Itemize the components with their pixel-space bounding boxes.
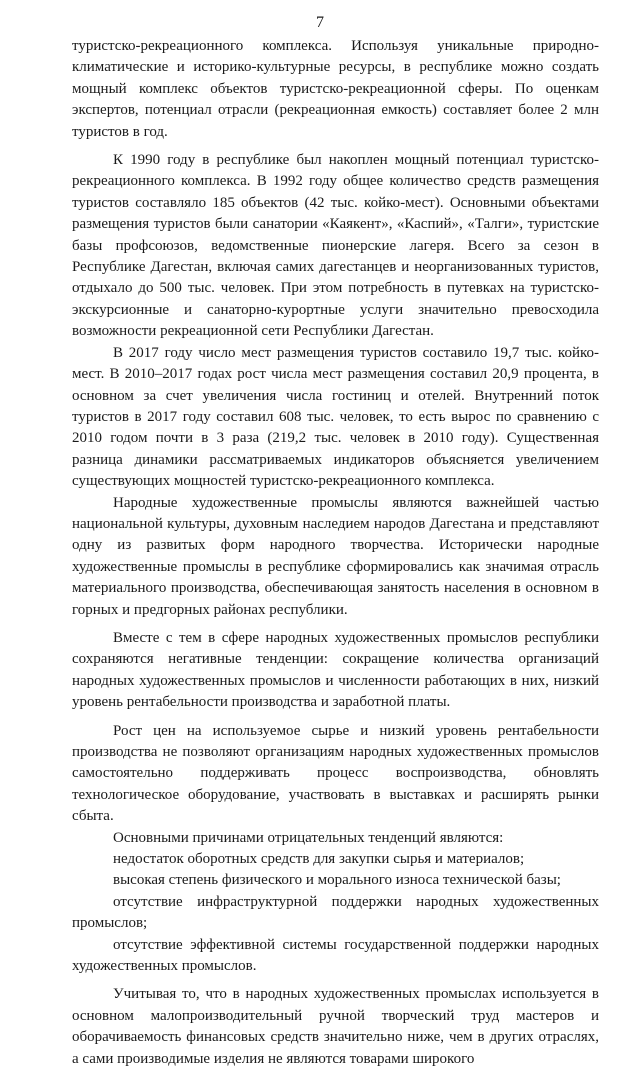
paragraph-tourism-2017: В 2017 году число мест размещения туристов составило 19,7 тыс. койко-мест. В 2010–2017 годах рост числа мест размещения составил 20,9 процента, в основном за счет увеличения числа гостиниц и отелей. Внутренний поток туристов в 2017 году составил 608 тыс. человек, то есть вырос по сравнению с 2010 годом почти в 3 раза (219,2 тыс. человек в 2010 году). Существенная разница динамики рассматриваемых индикаторов объясняется увеличением существующих мощностей туристско-рекреационного комплекса. bbox=[72, 344, 599, 490]
paragraph-manual-labor: Учитывая то, что в народных художественных промыслах используется в основном малопроизводительный ручной творческий труд мастеров и оборачиваемость финансовых средств значительно ниже, чем в других отраслях, а сами производимые изделия не являются товарами широкого bbox=[72, 986, 599, 1067]
paragraph-continuation: туристско-рекреационного комплекса. Используя уникальные природно-климатические и историко-культурные ресурсы, в республике можно создать мощный комплекс объектов туристско-рекреационной сферы. По оценкам экспертов, потенциал отрасли (рекреационная емкость) составляет более 2 млн туристов в год. bbox=[72, 38, 599, 140]
paragraph-tourism-1990: К 1990 году в республике был накоплен мощный потенциал туристско-рекреационного комплекса. В 1992 году общее количество средств размещения туристов составляло 185 объектов (42 тыс. койко-мест). Основными объектами размещения туристов были санатории «Каякент», «Каспий», «Талги», туристские базы профсоюзов, ведомственные пионерские лагеря. Всего за сезон в Республике Дагестан, включая самих дагестанцев и неорганизованных туристов, отдыхало до 500 тыс. человек. При этом потребность в путевках на туристско-экскурсионные и санаторно-курортные услуги значительно превосходила возможности рекреационной сети Республики Дагестан. bbox=[72, 152, 599, 340]
list-item-cause: высокая степень физического и морального износа технической базы; bbox=[113, 872, 561, 889]
paragraph-negative-trends: Вместе с тем в сфере народных художественных промыслов республики сохраняются негативные тенденции: сокращение количества организаций народных художественных промыслов и численности работающих в них, низкий уровень рентабельности производства и заработной платы. bbox=[72, 629, 599, 711]
list-item-cause: отсутствие инфраструктурной поддержки народных художественных промыслов; bbox=[72, 893, 599, 932]
body-text bbox=[72, 36, 599, 1070]
list-item-cause: отсутствие эффективной системы государственной поддержки народных художественных промыслов. bbox=[72, 936, 599, 975]
page-number: 7 bbox=[316, 14, 324, 31]
paragraph-price-growth: Рост цен на используемое сырье и низкий уровень рентабельности производства не позволяют организациям народных художественных промыслов самостоятельно поддерживать процесс воспроизводства, обновлять технологическое оборудование, участвовать в выставках и расширять рынки сбыта. bbox=[72, 722, 599, 825]
paragraph-folk-crafts: Народные художественные промыслы являются важнейшей частью национальной культуры, духовным наследием народов Дагестана и представляют одну из развитых форм народного творчества. Исторически народные художественные промыслы в республике сформировались как значимая отрасль материального производства, обеспечивающая занятость населения в основном в горных и предгорных районах республики. bbox=[72, 494, 599, 618]
list-item-cause: недостаток оборотных средств для закупки сырья и материалов; bbox=[113, 851, 525, 868]
paragraph-causes-intro: Основными причинами отрицательных тенденций являются: bbox=[113, 829, 504, 846]
